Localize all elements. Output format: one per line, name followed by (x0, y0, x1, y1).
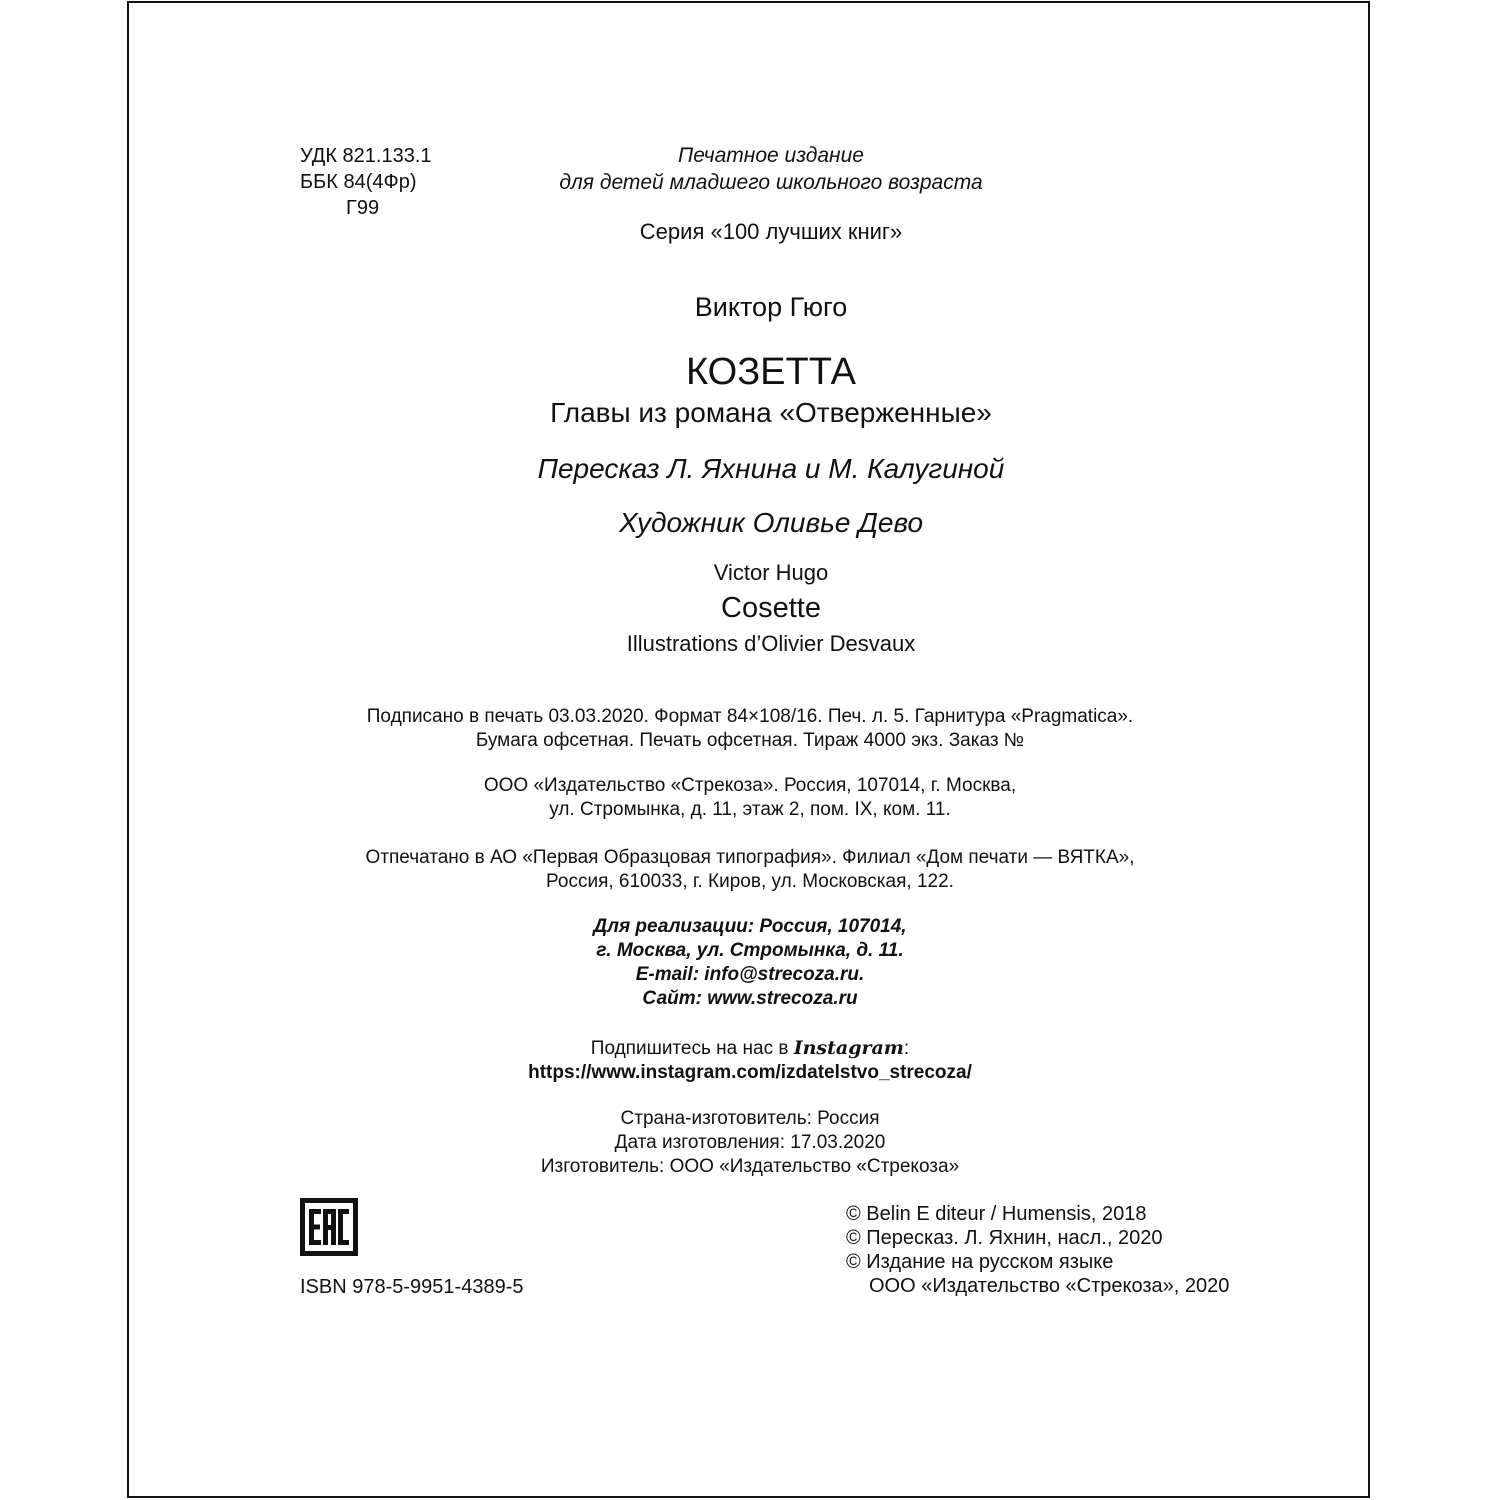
print-edition-line: Печатное издание (678, 144, 864, 167)
manufacture-date: Дата изготовления: 17.03.2020 (614, 1132, 886, 1153)
series-name: Серия «100 лучших книг» (639, 219, 903, 244)
publisher-address-line: ООО «Издательство «Стрекоза». Россия, 107014, г. Москва, (483, 775, 1017, 796)
eac-conformity-icon (300, 1198, 358, 1256)
sales-website: Сайт: www.strecoza.ru (642, 988, 858, 1009)
manufacturer: Изготовитель: ООО «Издательство «Стрекоза» (540, 1156, 960, 1177)
author-name: Виктор Гюго (694, 292, 848, 322)
sales-address-line: Для реализации: Россия, 107014, (593, 916, 907, 937)
original-title: Cosette (721, 592, 821, 624)
audience-line: для детей младшего школьного возраста (559, 171, 983, 194)
print-details-line: Подписано в печать 03.03.2020. Формат 84×108/16. Печ. л. 5. Гарнитура «Pragmatica». (366, 706, 1134, 727)
print-edition-note (400, 142, 1142, 196)
bbk-code: ББК 84(4Фр) (300, 171, 417, 193)
publisher-address-line: ул. Стромынка, д. 11, этаж 2, пом. IX, ком. 11. (549, 799, 951, 820)
print-details-line: Бумага офсетная. Печать офсетная. Тираж 4000 экз. Заказ № (475, 730, 1025, 751)
subscribe-colon: : (903, 1038, 910, 1059)
book-title: КОЗЕТТА (685, 351, 857, 393)
country-of-origin: Страна-изготовитель: Россия (620, 1108, 880, 1129)
sales-address-line: г. Москва, ул. Стромынка, д. 11. (596, 940, 904, 961)
copyright-line: ООО «Издательство «Стрекоза», 2020 (869, 1275, 1230, 1297)
copyright-line: © Belin E diteur / Humensis, 2018 (846, 1203, 1147, 1225)
copyright-line: © Издание на русском языке (846, 1251, 1114, 1273)
publisher-address (0, 774, 1500, 822)
print-details (0, 705, 1500, 753)
printer-info-line: Отпечатано в АО «Первая Образцовая типография». Филиал «Дом печати — ВЯТКА», (365, 847, 1135, 868)
copyright-block (846, 1202, 1229, 1298)
isbn-number: ISBN 978-5-9951-4389-5 (300, 1276, 524, 1298)
udk-code: УДК 821.133.1 (300, 145, 432, 167)
retelling-credit: Пересказ Л. Яхнина и М. Калугиной (537, 453, 1005, 484)
original-author: Victor Hugo (713, 560, 829, 585)
printer-info-line: Россия, 610033, г. Киров, ул. Московская, 122. (546, 871, 954, 892)
instagram-link[interactable]: https://www.instagram.com/izdatelstvo_strecoza/ (528, 1062, 972, 1083)
sales-contacts (0, 915, 1500, 1011)
book-subtitle: Главы из романа «Отверженные» (550, 397, 992, 428)
artist-credit: Художник Оливье Дево (618, 507, 924, 538)
instagram-block (0, 1036, 1500, 1085)
manufacture-info (0, 1107, 1500, 1179)
printer-info (0, 846, 1500, 894)
original-illustrations: Illustrations d’Olivier Desvaux (626, 631, 916, 656)
subscribe-text: Подпишитесь на нас в (590, 1038, 794, 1059)
instagram-logo-text: Instagram (793, 1037, 904, 1059)
sales-email: E-mail: info@strecoza.ru. (635, 964, 865, 985)
copyright-line: © Пересказ. Л. Яхнин, насл., 2020 (846, 1227, 1163, 1249)
subscribe-line (0, 1036, 1500, 1061)
author-mark: Г99 (346, 197, 380, 219)
